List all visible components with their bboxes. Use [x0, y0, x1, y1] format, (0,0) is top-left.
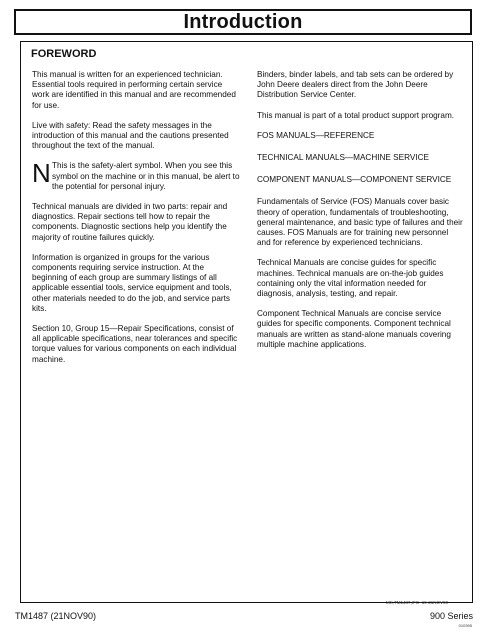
right-column	[257, 70, 464, 360]
safety-alert-text: This is the safety-alert symbol. When you see this symbol on the machine or in this manual, be alert to the potential for personal injury.	[52, 161, 240, 191]
paragraph: Fundamentals of Service (FOS) Manuals cover basic theory of operation, fundamentals of troubleshooting, general maintenance, and basic type of failures and their causes. FOS Manuals are for training new personnel and for reference by experienced technicians.	[257, 197, 463, 248]
paragraph: This manual is written for an experienced technician. Essential tools required in performing certain service work are identified in this manual and are recommended for use.	[32, 70, 236, 110]
safety-alert-icon: N	[32, 158, 51, 189]
date-code: 010395	[458, 623, 472, 628]
paragraph: Binders, binder labels, and tab sets can be ordered by John Deere dealers direct from the John Deere Distribution Service Center.	[257, 70, 454, 100]
paragraph: Technical Manuals are concise guides for specific machines. Technical manuals are on-the-job guides containing only the vital information needed for diagnosis, analysis, testing, and repair.	[257, 258, 444, 299]
paragraph: Live with safety: Read the safety messages in the introduction of this manual and the cautions presented throughout the text of the manual.	[32, 120, 229, 151]
manual-id: TM1487 (21NOV90)	[15, 611, 97, 621]
paragraph: Component Technical Manuals are concise service guides for specific components. Component technical manuals are written as stand-alone manuals covering multiple machine applications.	[257, 309, 451, 349]
manual-type-item: FOS MANUALS—REFERENCE	[257, 130, 375, 140]
section-heading: FOREWORD	[31, 48, 97, 60]
manual-type-item: COMPONENT MANUALS—COMPONENT SERVICE	[257, 175, 452, 185]
paragraph: Technical manuals are divided in two parts: repair and diagnostics. Repair sections tell how to repair the components. Diagnostic sections help you identify the majority of routine failures quickly.	[32, 202, 228, 242]
safety-alert-block	[32, 158, 240, 192]
left-column	[32, 70, 240, 375]
paragraph: Section 10, Group 15—Repair Specifications, consist of all applicable specifications, near tolerances and specific torque values for various components on each individual machine.	[32, 324, 238, 364]
footer-code: MX,TM1487,IFC -19-21NOV90	[386, 600, 449, 605]
paragraph: Information is organized in groups for the various components requiring service instruction. At the beginning of each group are summary listings of all applicable essential tools, service equipment and tools, other materials needed to do the job, and service parts kits.	[32, 252, 232, 313]
paragraph: This manual is part of a total product support program.	[257, 110, 455, 120]
series-label: 900 Series	[429, 611, 473, 621]
page-title: Introduction	[183, 10, 303, 33]
manual-type-item: TECHNICAL MANUALS—MACHINE SERVICE	[257, 153, 429, 163]
title-box	[14, 9, 472, 35]
